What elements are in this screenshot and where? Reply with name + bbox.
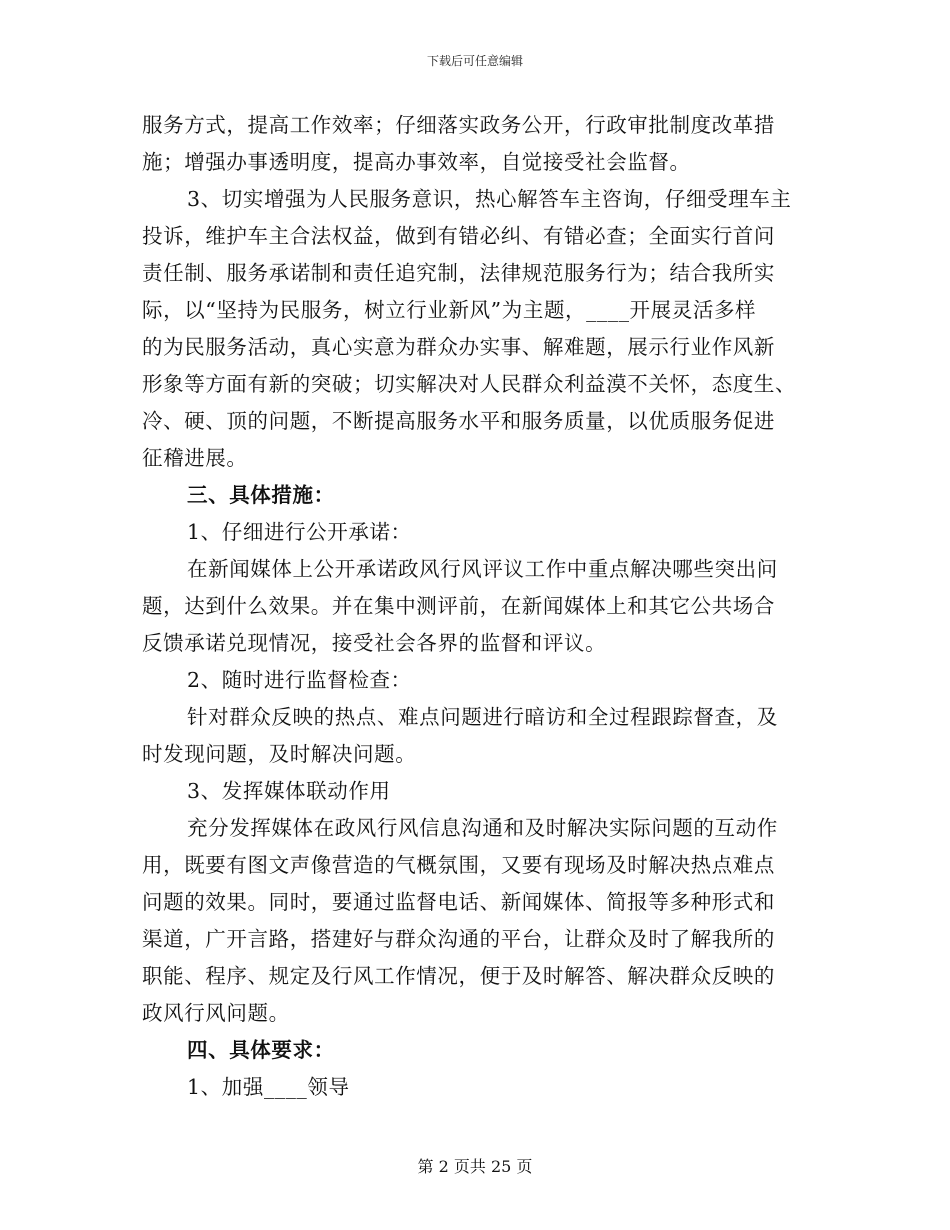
subheading: 1、仔细进行公开承诺：	[187, 520, 412, 544]
paragraph-line: 职能、程序、规定及行风工作情况，便于及时解答、解决群众反映的	[142, 964, 775, 988]
paragraph-line: 服务方式，提高工作效率；仔细落实政务公开，行政审批制度改革措	[142, 113, 775, 137]
paragraph-line: 针对群众反映的热点、难点问题进行暗访和全过程跟踪督查，及	[187, 705, 778, 729]
paragraph-line: 渠道，广开言路，搭建好与群众沟通的平台，让群众及时了解我所的	[142, 927, 775, 951]
section-heading: 四、具体要求：	[187, 1038, 335, 1062]
paragraph-line: 用，既要有图文声像营造的气概氛围，又要有现场及时解决热点难点	[142, 853, 775, 877]
paragraph-line: 充分发挥媒体在政风行风信息沟通和及时解决实际问题的互动作	[187, 816, 778, 840]
paragraph-line: 际，以“坚持为民服务，树立行业新风”为主题，____开展灵活多样	[142, 298, 757, 322]
subheading: 1、加强____领导	[187, 1075, 350, 1099]
section-heading: 三、具体措施：	[187, 483, 335, 507]
page-header: 下载后可任意编辑	[426, 54, 523, 68]
paragraph-line: 的为民服务活动，真心实意为群众办实事、解难题，展示行业作风新	[142, 335, 775, 359]
paragraph-line: 施；增强办事透明度，提高办事效率，自觉接受社会监督。	[142, 150, 691, 174]
paragraph-line: 投诉，维护车主合法权益，做到有错必纠、有错必查；全面实行首问	[142, 224, 775, 248]
subheading: 2、随时进行监督检查：	[187, 668, 412, 692]
paragraph-line: 冷、硬、顶的问题，不断提高服务水平和服务质量，以优质服务促进	[142, 409, 775, 433]
paragraph-line: 反馈承诺兑现情况，接受社会各界的监督和评议。	[142, 631, 607, 655]
paragraph-line: 时发现问题，及时解决问题。	[142, 742, 417, 766]
paragraph-line: 政风行风问题。	[142, 1001, 290, 1025]
paragraph-line: 征稽进展。	[142, 446, 248, 470]
document-body	[142, 107, 802, 1106]
paragraph-line: 问题的效果。同时，要通过监督电话、新闻媒体、简报等多种形式和	[142, 890, 775, 914]
paragraph-line: 在新闻媒体上公开承诺政风行风评议工作中重点解决哪些突出问	[187, 557, 778, 581]
page-footer: 第 2 页共 25 页	[417, 1157, 533, 1176]
subheading: 3、发挥媒体联动作用	[187, 779, 391, 803]
paragraph-line: 题，达到什么效果。并在集中测评前，在新闻媒体上和其它公共场合	[142, 594, 775, 618]
paragraph-line: 形象等方面有新的突破；切实解决对人民群众利益漠不关怀，态度生、	[142, 372, 797, 396]
paragraph-line: 责任制、服务承诺制和责任追究制，法律规范服务行为；结合我所实	[142, 261, 775, 285]
paragraph-line: 3、切实增强为人民服务意识，热心解答车主咨询，仔细受理车主	[187, 187, 792, 211]
